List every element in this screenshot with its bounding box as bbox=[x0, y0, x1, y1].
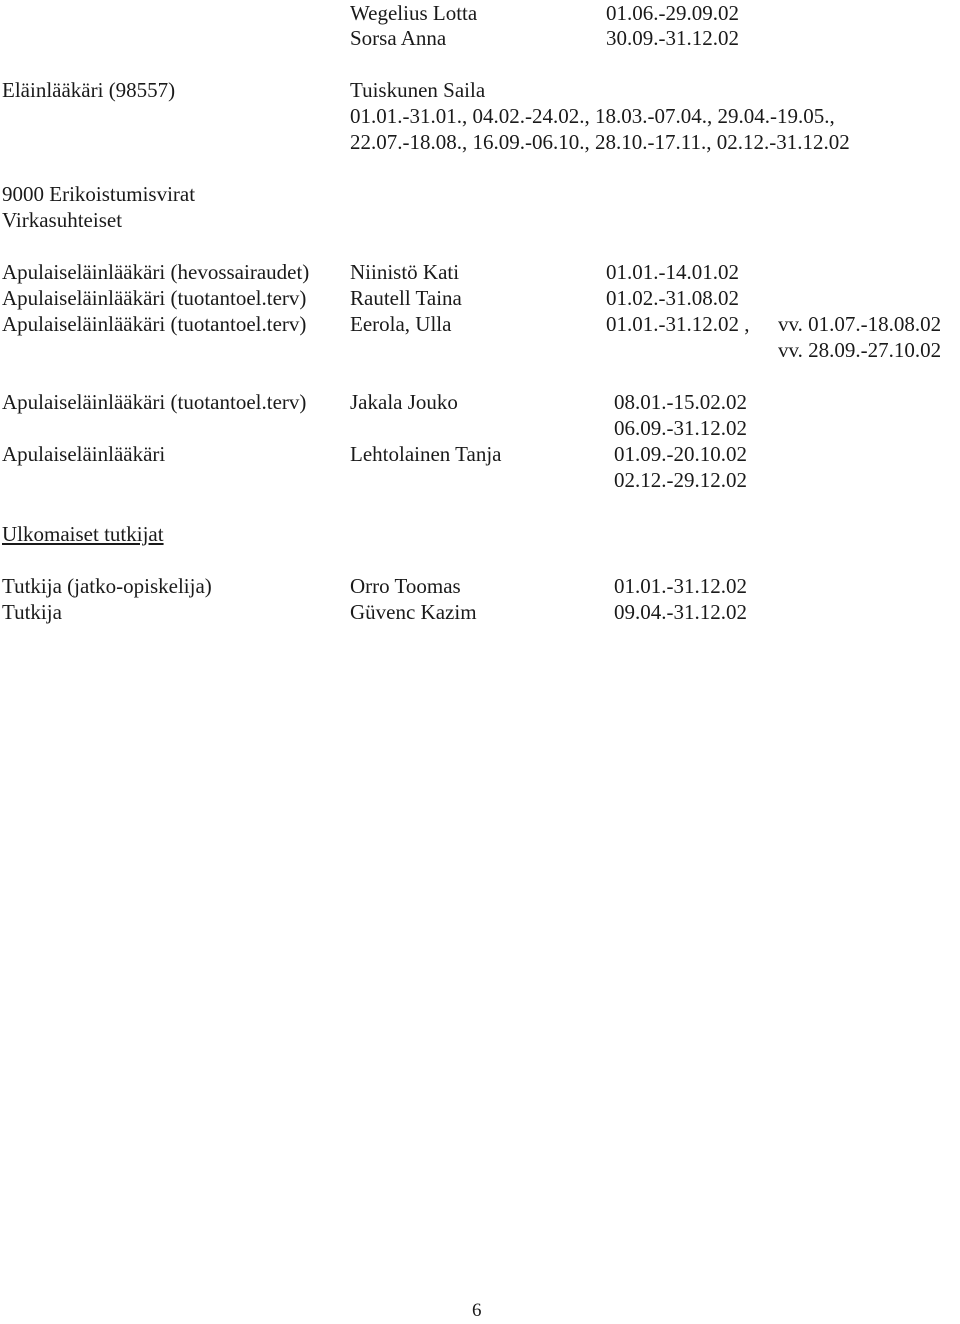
elainlaakari-title: Eläinlääkäri (98557) bbox=[2, 78, 176, 102]
row-2-name: Rautell Taina bbox=[350, 286, 462, 310]
row-3-extra-2: vv. 28.09.-27.10.02 bbox=[778, 338, 942, 362]
row-2-period: 01.02.-31.08.02 bbox=[606, 286, 739, 310]
row-5-period-2: 02.12.-29.12.02 bbox=[614, 468, 747, 492]
section-heading-ulkomaiset: Ulkomaiset tutkijat bbox=[2, 522, 164, 546]
top-row-2-period: 30.09.-31.12.02 bbox=[606, 26, 739, 50]
researcher-row-1-name: Orro Toomas bbox=[350, 574, 461, 598]
row-4-period: 08.01.-15.02.02 bbox=[614, 390, 747, 414]
row-5-period: 01.09.-20.10.02 bbox=[614, 442, 747, 466]
top-row-2-name: Sorsa Anna bbox=[350, 26, 447, 50]
row-5-title: Apulaiseläinlääkäri bbox=[2, 442, 166, 466]
row-3-name: Eerola, Ulla bbox=[350, 312, 452, 336]
row-3-extra-1: vv. 01.07.-18.08.02 bbox=[778, 312, 942, 336]
researcher-row-2-period: 09.04.-31.12.02 bbox=[614, 600, 747, 624]
researcher-row-2-name: Güvenc Kazim bbox=[350, 600, 477, 624]
elainlaakari-periods-line2: 22.07.-18.08., 16.09.-06.10., 28.10.-17.11., 02.12.-31.12.02 bbox=[350, 130, 850, 154]
section-subheading-virkasuhteiset: Virkasuhteiset bbox=[2, 208, 123, 232]
row-2-title: Apulaiseläinlääkäri (tuotantoel.terv) bbox=[2, 286, 307, 310]
row-4-title: Apulaiseläinlääkäri (tuotantoel.terv) bbox=[2, 390, 307, 414]
top-row-1-period: 01.06.-29.09.02 bbox=[606, 1, 739, 25]
row-1-title: Apulaiseläinlääkäri (hevossairaudet) bbox=[2, 260, 310, 284]
researcher-row-1-title: Tutkija (jatko-opiskelija) bbox=[2, 574, 212, 598]
section-heading-9000: 9000 Erikoistumisvirat bbox=[2, 182, 196, 206]
researcher-row-1-period: 01.01.-31.12.02 bbox=[614, 574, 747, 598]
row-5-name: Lehtolainen Tanja bbox=[350, 442, 502, 466]
row-4-period-2: 06.09.-31.12.02 bbox=[614, 416, 747, 440]
page-number: 6 bbox=[472, 1300, 482, 1321]
row-3-period: 01.01.-31.12.02 , bbox=[606, 312, 750, 336]
row-1-name: Niinistö Kati bbox=[350, 260, 460, 284]
row-1-period: 01.01.-14.01.02 bbox=[606, 260, 739, 284]
elainlaakari-name: Tuiskunen Saila bbox=[350, 78, 486, 102]
row-3-title: Apulaiseläinlääkäri (tuotantoel.terv) bbox=[2, 312, 307, 336]
top-row-1-name: Wegelius Lotta bbox=[350, 1, 478, 25]
row-4-name: Jakala Jouko bbox=[350, 390, 458, 414]
elainlaakari-periods-line1: 01.01.-31.01., 04.02.-24.02., 18.03.-07.04., 29.04.-19.05., bbox=[350, 104, 835, 128]
researcher-row-2-title: Tutkija bbox=[2, 600, 62, 624]
